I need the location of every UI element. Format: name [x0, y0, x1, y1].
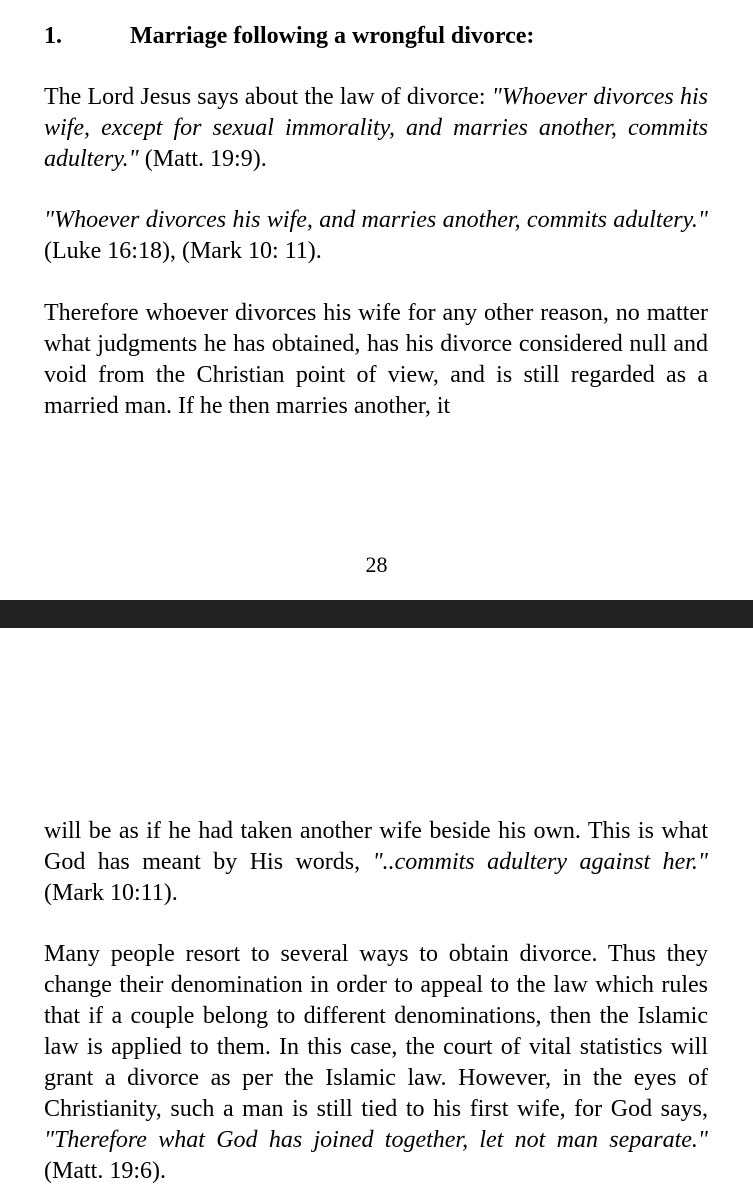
section-title: Marriage following a wrongful divorce:	[130, 23, 535, 49]
scripture-reference: (Matt. 19:9).	[138, 146, 267, 172]
page-number: 28	[365, 552, 388, 577]
paragraph-intro: The Lord Jesus says about the law of divorce:	[44, 84, 492, 110]
document-page-bottom	[0, 628, 753, 1200]
scripture-quote: "..commits adultery against her."	[372, 849, 708, 875]
scripture-quote: "Whoever divorces his wife, and marries another, commits adultery."	[44, 207, 708, 233]
paragraph-null-divorce	[44, 298, 708, 422]
section-heading	[44, 20, 534, 52]
scripture-reference: (Luke 16:18), (Mark 10: 11).	[44, 238, 322, 264]
paragraph-luke-mark-quote	[44, 205, 708, 267]
paragraph-another-wife	[44, 816, 708, 909]
paragraph-ways-to-divorce	[44, 939, 708, 1187]
page-divider	[0, 600, 753, 628]
paragraph-text: Therefore whoever divorces his wife for any other reason, no matter what judgments he has obtained, has his divorce considered null and void from the Christian point of view, and is still regarded as a married man. If he then marries another, it	[44, 300, 708, 419]
paragraph-divorce-law	[44, 82, 708, 175]
scripture-reference: (Mark 10:11).	[44, 880, 178, 906]
paragraph-intro: Many people resort to several ways to obtain divorce. Thus they change their denomination in order to appeal to the law which rules that if a couple belong to different denominations, then the Islamic law is applied to them. In this case, the court of vital statistics will grant a divorce as per the Islamic law. However, in the eyes of Christianity, such a man is still tied to his first wife, for God says,	[44, 941, 708, 1122]
paragraph-intro: will be as if he had taken another wife beside his own. This is what God has meant by His words,	[44, 818, 708, 875]
section-number: 1.	[44, 23, 62, 49]
scripture-quote: "Therefore what God has joined together, let not man separate."	[44, 1127, 708, 1153]
scripture-reference: (Matt. 19:6).	[44, 1158, 166, 1184]
scripture-quote: "Whoever divorces his wife, except for sexual immorality, and marries another, commits adultery."	[44, 84, 708, 172]
